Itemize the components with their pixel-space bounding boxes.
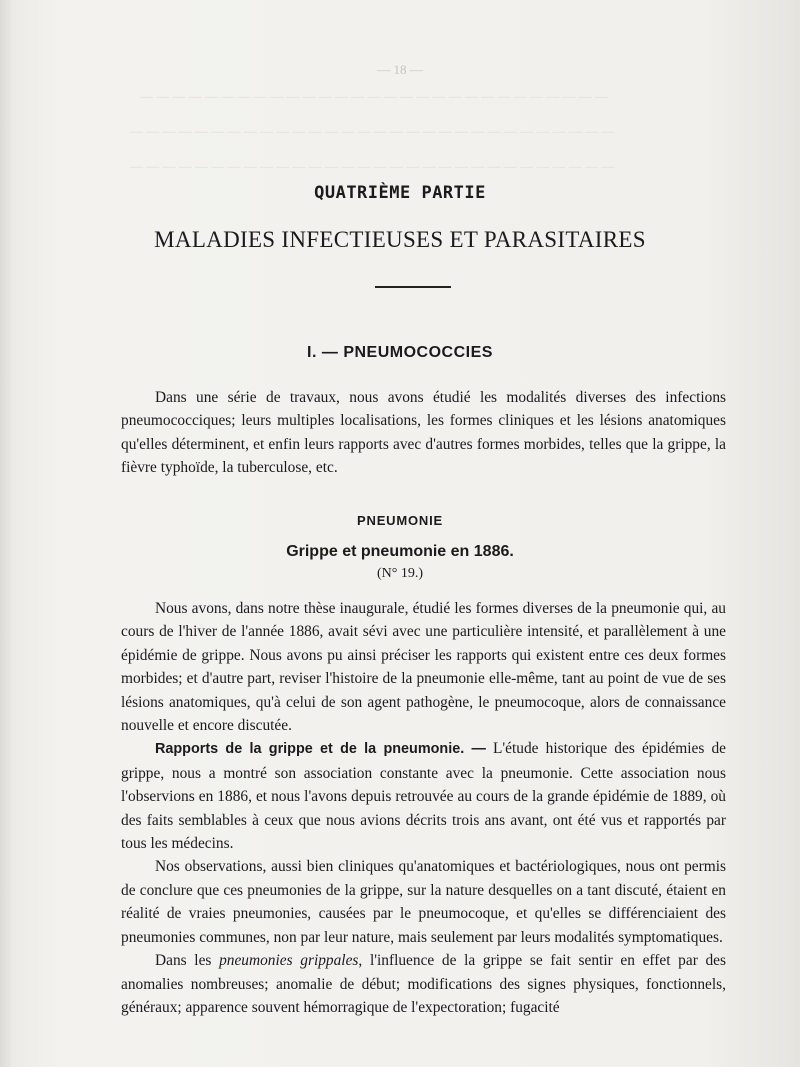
article-paragraph-1: Nous avons, dans notre thèse inaugurale, étudié les formes diverses de la pneumonie qui, au cours de l'hiver de l'année 1886, avait sévi avec une particulière intensité, et parallèlement à une épidémie de grippe. Nous avons pu ainsi préciser les rapports qui existent entre ces deux formes morbides; et d'autre part, reviser l'histoire de la pneumonie elle-même, tant au point de vue de ses lésions anatomiques, qu'à celui de son agent pathogène, le pneumocoque, alors de connaissance nouvelle et encore discutée. (121, 600, 726, 735)
article-paragraph-4 (121, 949, 726, 1019)
show-through-text: — — — — — — — — — — — — — — — — — — — — — — — — — — — — — — (130, 126, 615, 141)
article-paragraph-2 (121, 737, 726, 855)
title-divider (375, 286, 451, 288)
paragraph-2-text: L'étude historique des épidémies de grippe, nous a montré son association constante avec la pneumonie. Cette association nous l'observions en 1886, et nous l'avons depuis retrouvée au cours de la grande épidémie de 1889, où des faits semblables à ceux que nous avions décrits trois ans avant, ont été vus et rapportés par tous les médecins. (121, 740, 726, 853)
show-through-text: — — — — — — — — — — — — — — — — — — — — — — — — — — — — — (140, 91, 608, 106)
intro-paragraph: Dans une série de travaux, nous avons étudié les modalités diverses des infections pneumococciques; leurs multiples localisations, les formes cliniques et les lésions anatomiques qu'elles déterminent, et enfin leurs rapports avec d'autres formes morbides, telles que la grippe, la fièvre typhoïde, la tuberculose, etc. (121, 389, 726, 477)
article-title: Grippe et pneumonie en 1886. (286, 543, 514, 560)
paragraph-lead-heading: Rapports de la grippe et de la pneumonie. — (155, 741, 486, 758)
part-subtitle: MALADIES INFECTIEUSES ET PARASITAIRES (154, 227, 646, 252)
page-folio: — 18 — (377, 62, 423, 77)
paragraph-4-italic: pneumonies grippales (219, 952, 359, 970)
article-body (121, 597, 726, 1019)
intro-block (121, 386, 726, 480)
paragraph-4-text: , l'influence de la grippe se fait sentir en effet par des anomalies nombreuses; anomalie de début; modifications des signes physiques, fonctionnels, généraux; apparence souvent hémorragique de l'expectoration; fugacité (121, 952, 727, 1016)
article-paragraph-3: Nos observations, aussi bien cliniques qu'anatomiques et bactériologiques, nous ont permis de conclure que ces pneumonies de la grippe, sur la nature desquelles on a tant discuté, étaient en réalité de vraies pneumonies, causées par le pneumocoque, et qu'elles se différenciaient des pneumonies communes, non par leur nature, mais seulement par leurs modalités symptomatiques. (121, 858, 726, 946)
part-title: QUATRIÈME PARTIE (314, 183, 486, 203)
subsection-label: PNEUMONIE (357, 513, 443, 528)
paragraph-4-start: Dans les (155, 952, 220, 970)
show-through-text: — — — — — — — — — — — — — — — — — — — — — — — — — — — — — — (130, 161, 615, 176)
article-reference: (N° 19.) (376, 566, 424, 581)
section-heading: I. — PNEUMOCOCCIES (307, 344, 493, 361)
